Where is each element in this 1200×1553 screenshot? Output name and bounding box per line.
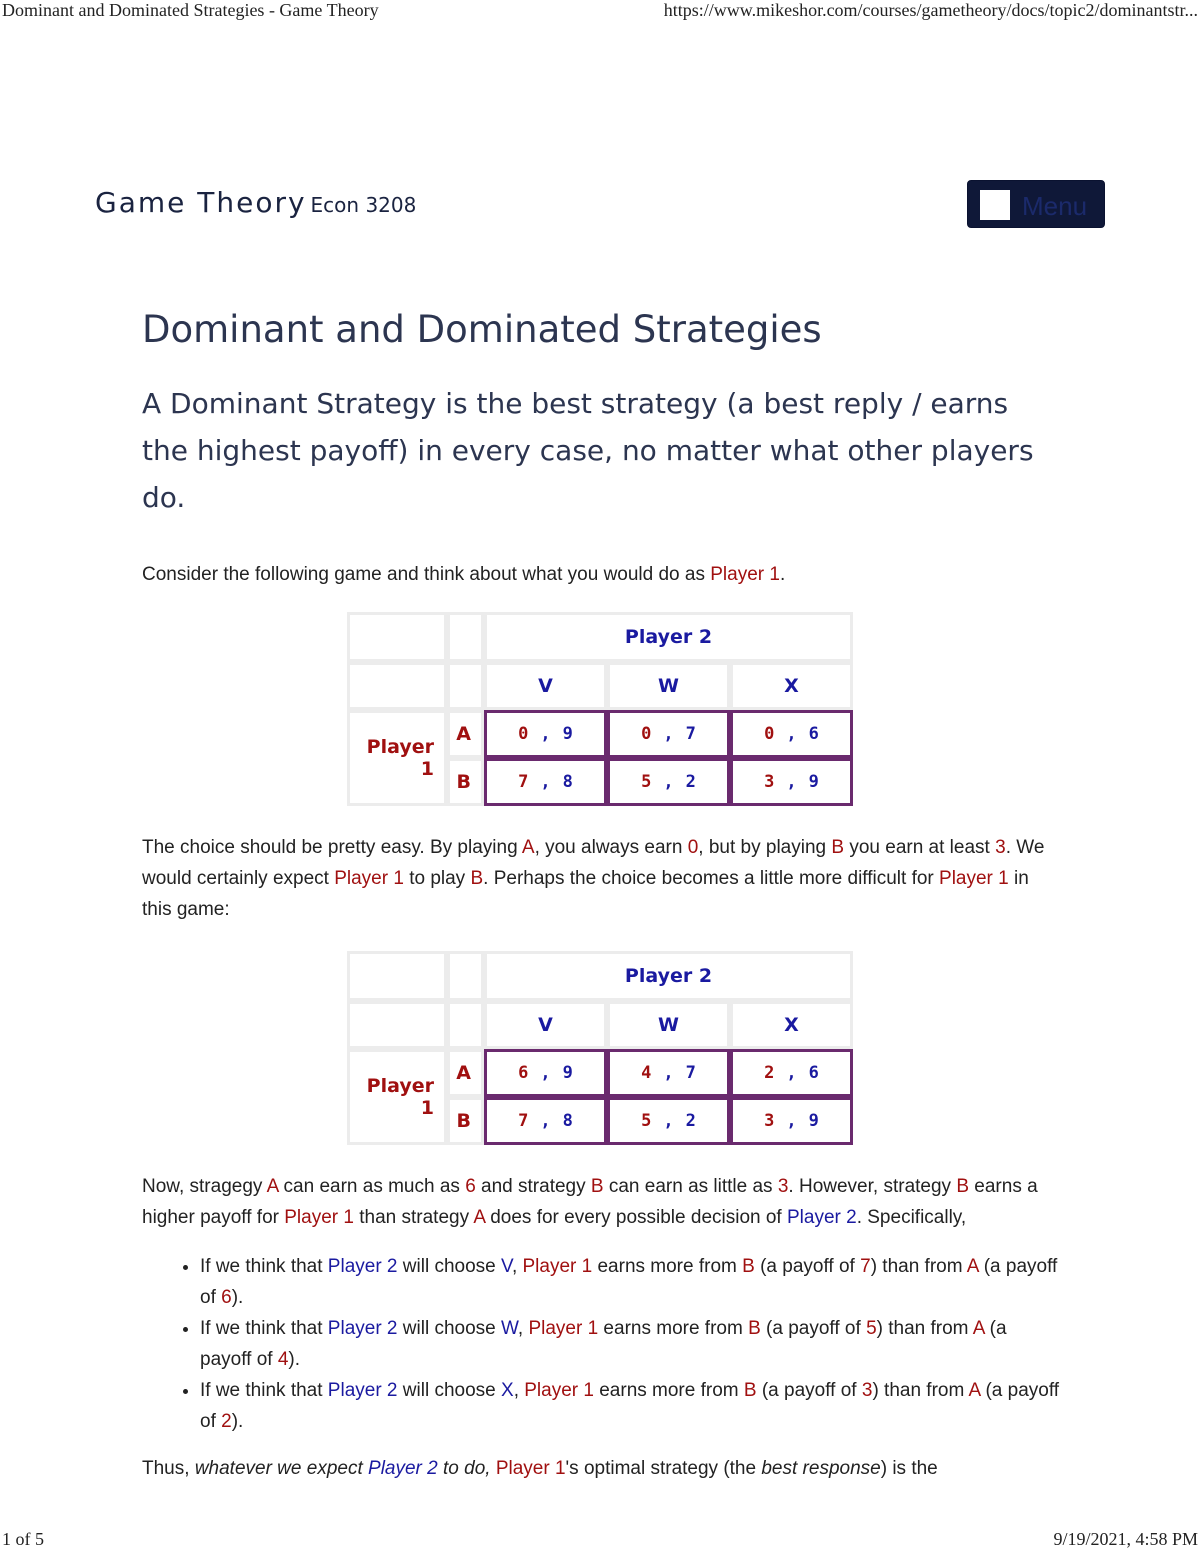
menu-button[interactable] (967, 180, 1105, 228)
intro-paragraph (142, 559, 1062, 590)
player1-ref: Player 1 (710, 564, 780, 585)
payoff-cell: 0 , 9 (484, 710, 607, 758)
payoff-matrix-2 (347, 951, 853, 1145)
explanation-paragraph-2: Now, stragegy A can earn as much as 6 and strategy B can earn as little as 3. However, strategy B earns a higher payoff for Player 1 than strategy A does for every possible decision of Player 2. Specifically, (142, 1176, 1038, 1228)
payoff-cell: 7 , 8 (484, 758, 607, 806)
col-header: V (484, 1001, 607, 1049)
lead-definition: A Dominant Strategy is the best strategy (a best reply / earns the highest payoff) in every case, no matter what other players do. (142, 387, 1034, 514)
payoff-cell: 5 , 2 (607, 1097, 730, 1145)
intro-text: Consider the following game and think about what you would do as (142, 564, 711, 585)
payoff-cell: 0 , 6 (730, 710, 853, 758)
site-title-text: Game Theory (95, 186, 307, 219)
payoff-cell: 6 , 9 (484, 1049, 607, 1097)
row-header: B (447, 758, 484, 806)
intro-end: . (779, 564, 786, 585)
payoff-matrix-1 (347, 612, 853, 806)
print-datetime: 9/19/2021, 4:58 PM (1053, 1529, 1198, 1549)
page-counter: 1 of 5 (2, 1529, 44, 1549)
payoff-cell: 0 , 7 (607, 710, 730, 758)
col-header: W (607, 1001, 730, 1049)
course-code: Econ 3208 (310, 193, 417, 217)
main-content (142, 300, 1062, 1484)
list-item: • If we think that Player 2 will choose W, Player 1 earns more from B (a payoff of 5) than from A (a payoff of 4). (200, 1313, 1062, 1375)
list-item: • If we think that Player 2 will choose X, Player 1 earns more from B (a payoff of 3) than from A (a payoff of 2). (200, 1375, 1062, 1437)
row-header: A (447, 1049, 484, 1097)
payoff-cell: 7 , 8 (484, 1097, 607, 1145)
print-page-title: Dominant and Dominated Strategies - Game Theory (2, 0, 379, 20)
row-header: A (447, 710, 484, 758)
player1-header: Player 1 (347, 1049, 447, 1145)
print-header (0, 0, 1200, 24)
payoff-cell: 4 , 7 (607, 1049, 730, 1097)
col-header: X (730, 662, 853, 710)
payoff-cell: 3 , 9 (730, 1097, 853, 1145)
list-item: • If we think that Player 2 will choose V, Player 1 earns more from B (a payoff of 7) than from A (a payoff of 6). (200, 1251, 1062, 1313)
col-header: V (484, 662, 607, 710)
payoff-cell: 2 , 6 (730, 1049, 853, 1097)
site-title[interactable] (95, 186, 416, 219)
conclusion-paragraph: Thus, whatever we expect Player 2 to do, Player 1's optimal strategy (the best response) is the (142, 1458, 938, 1479)
payoff-cell: 3 , 9 (730, 758, 853, 806)
page-title: Dominant and Dominated Strategies (142, 308, 822, 351)
col-header: X (730, 1001, 853, 1049)
player2-header: Player 2 (484, 612, 853, 662)
explanation-paragraph-1: The choice should be pretty easy. By playing A, you always earn 0, but by playing B you earn at least 3. We would certainly expect Player 1 to play B. Perhaps the choice becomes a little more difficult for Player 1 in this game: (142, 837, 1045, 920)
player1-header: Player 1 (347, 710, 447, 806)
player2-header: Player 2 (484, 951, 853, 1001)
row-header: B (447, 1097, 484, 1145)
cases-list (142, 1251, 1062, 1437)
menu-icon (980, 190, 1010, 220)
print-footer (0, 1529, 1200, 1553)
print-url: https://www.mikeshor.com/courses/gametheory/docs/topic2/dominantstr... (663, 0, 1198, 20)
payoff-cell: 5 , 2 (607, 758, 730, 806)
menu-label: Menu (1022, 191, 1088, 221)
col-header: W (607, 662, 730, 710)
